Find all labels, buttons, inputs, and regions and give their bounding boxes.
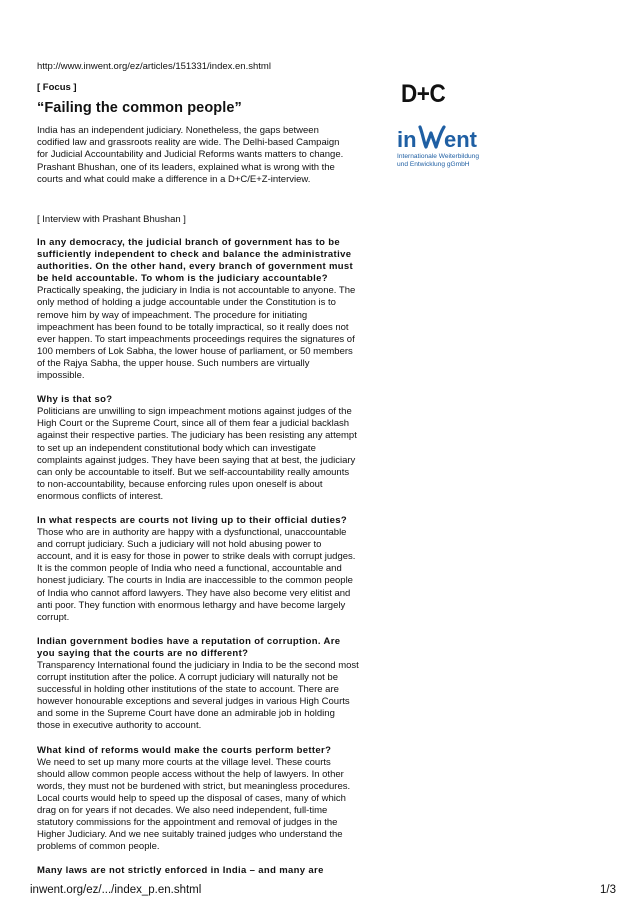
question: In what respects are courts not living up to their official duties? [37, 514, 348, 526]
article-url: http://www.inwent.org/ez/articles/151331/index.en.shtml [37, 61, 271, 72]
section-tag: [ Focus ] [37, 82, 77, 93]
qa-item [37, 745, 359, 854]
article-intro: India has an independent judiciary. Nonetheless, the gaps between codified law and grassroots reality are wide. The Delhi-based Campaign for Judicial Accountability and Judicial Reforms wants matters to change. Prashant Bhushan, one of its leaders, explained what is wrong with the courts and what could make a difference in a D+C/E+Z-interview. [37, 125, 344, 185]
answer: Those who are in authority are happy with a dysfunctional, unaccountable and corrupt judiciary. Such a judiciary will not hold abusing power to account, and it is easy for those in power to strike deals with corrupt judges. It is the common people of India who need a functional, accountable and honest judiciary. The courts in India are inaccessible to the common people of India who cannot afford lawyers. They have also become very elitist and anti poor. They function with enormous lethargy and have become largely corrupt. [37, 527, 356, 623]
qa-item [37, 394, 359, 503]
answer: Practically speaking, the judiciary in India is not accountable to anyone. The only method of holding a judge accountable under the Constitution is to remove him by way of impeachment. The procedure for initiating impeachment has been found to be totally impractical, so it really does not ever happen. To start impeachments proceedings requires the signatures of 100 members of Lok Sabha, the lower house of parliament, or 50 members of the Rajya Sabha, the upper house. Such numbers are virtually impossible. [37, 285, 356, 382]
svg-text:in: in [397, 127, 417, 152]
interview-tag: [ Interview with Prashant Bhushan ] [37, 214, 186, 225]
answer: Politicians are unwilling to sign impeachment motions against judges of the High Court or the Supreme Court, since all of them fear a judicial backlash against their respective parties. The judiciary has been resisting any attempt to set up an independent constitutional body which can investigate complaints against judges. They have been saying that at best, the judiciary can only be accountable to itself. But we self-accountability really amounts to non-accountability, because enforcing rules upon oneself is about enormous conflicts of interest. [37, 406, 357, 502]
question: Many laws are not strictly enforced in India – and many are [37, 865, 324, 877]
qa-item [37, 636, 359, 733]
page-number: 1/3 [600, 884, 616, 896]
question: Indian government bodies have a reputation of corruption. Are you saying that the courts are no different? [37, 635, 341, 659]
question: What kind of reforms would make the courts perform better? [37, 744, 332, 756]
qa-item [37, 865, 359, 877]
question: In any democracy, the judicial branch of government has to be sufficiently independent to check and balance the administrative authorities. On the other hand, every branch of government must be held accountable. To whom is the judiciary accountable? [37, 237, 354, 285]
question: Why is that so? [37, 394, 113, 406]
svg-text:ent: ent [444, 127, 477, 152]
answer: We need to set up many more courts at the village level. These courts should allow common people access without the help of lawyers. In other words, they must not be burdened with strict, but meaningless procedures. Local courts would help to speed up the disposal of cases, many of which drag on for years if not decades. We also need independent, full-time statutory commissions for the appointment and removal of judges in the Higher Judiciary. And we nee suitably trained judges who understand the problems of common people. [37, 756, 351, 853]
answer: Transparency International found the judiciary in India to be the second most corrupt institution after the police. A corrupt judiciary will naturally not be successful in holding other institutions of the state to account. There are however honourable exceptions and several judges in various High Courts and some in the Supreme Court have done an admirable job in holding those in executive authority to account. [37, 660, 359, 732]
qa-item [37, 237, 359, 382]
inwent-subtitle: Internationale Weiterbildung und Entwicklung gGmbH [397, 153, 479, 168]
dc-logo: D+C [401, 80, 446, 108]
qa-section [37, 237, 359, 878]
qa-item [37, 515, 359, 624]
article-title: “Failing the common people” [37, 100, 242, 116]
footer-url: inwent.org/ez/.../index_p.en.shtml [30, 884, 202, 896]
